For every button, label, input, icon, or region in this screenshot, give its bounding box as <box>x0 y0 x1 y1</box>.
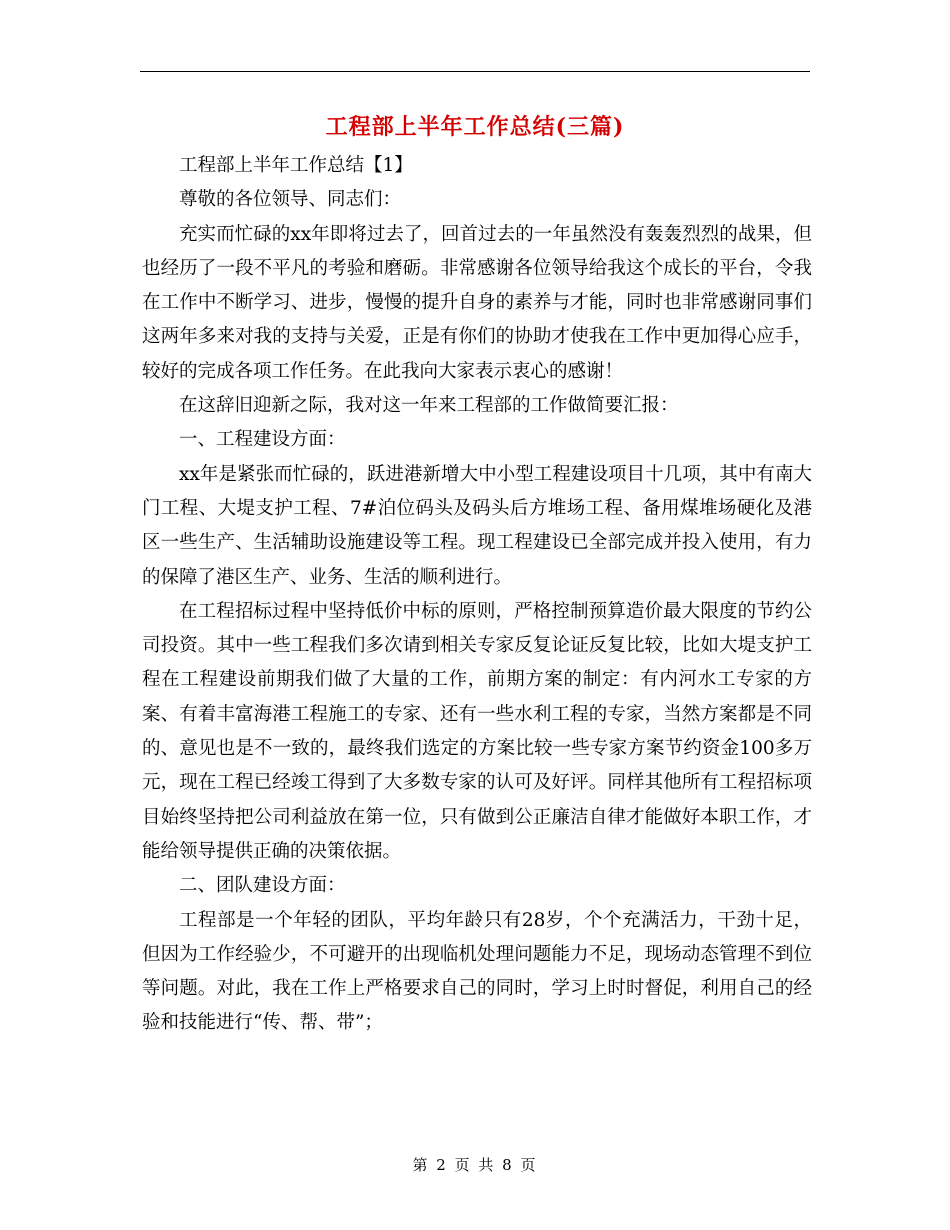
paragraph: xx年是紧张而忙碌的，跃进港新增大中小型工程建设项目十几项，其中有南大门工程、大堤支护工程、7#泊位码头及码头后方堆场工程、备用煤堆场硬化及港区一些生产、生活辅助设施建设等工程。现工程建设已全部完成并投入使用，有力的保障了港区生产、业务、生活的顺利进行。 <box>142 463 812 588</box>
paragraph: 工程部是一个年轻的团队，平均年龄只有28岁，个个充满活力，干劲十足，但因为工作经验少，不可避开的出现临机处理问题能力不足，现场动态管理不到位等问题。对此，我在工作上严格要求自己的同时，学习上时时督促，利用自己的经验和技能进行“传、帮、带”； <box>142 909 812 1034</box>
document-title: 工程部上半年工作总结(三篇) <box>325 114 625 140</box>
paragraph: 在工程招标过程中坚持低价中标的原则，严格控制预算造价最大限度的节约公司投资。其中一些工程我们多次请到相关专家反复论证反复比较，比如大堤支护工程在工程建设前期我们做了大量的工作，前期方案的制定：有内河水工专家的方案、有着丰富海港工程施工的专家、还有一些水利工程的专家，当然方案都是不同的、意见也是不一致的，最终我们选定的方案比较一些专家方案节约资金100多万元，现在工程已经竣工得到了大多数专家的认可及好评。同样其他所有工程招标项目始终坚持把公司利益放在第一位，只有做到公正廉洁自律才能做好本职工作，才能给领导提供正确的决策依据。 <box>142 600 812 862</box>
page-indicator: 第 2 页 共 8 页 <box>412 1156 538 1174</box>
paragraph: 充实而忙碌的xx年即将过去了，回首过去的一年虽然没有轰轰烈烈的战果，但也经历了一段不平凡的考验和磨砺。非常感谢各位领导给我这个成长的平台，令我在工作中不断学习、进步，慢慢的提升自身的素养与才能，同时也非常感谢同事们这两年多来对我的支持与关爱，正是有你们的协助才使我在工作中更加得心应手，较好的完成各项工作任务。在此我向大家表示衷心的感谢！ <box>142 223 812 382</box>
header-rule <box>140 71 810 72</box>
document-body <box>142 149 812 1041</box>
subsection-heading: 一、工程建设方面： <box>179 429 346 451</box>
section-heading: 工程部上半年工作总结【1】 <box>179 155 413 176</box>
paragraph: 在这辞旧迎新之际，我对这一年来工程部的工作做简要汇报： <box>179 395 679 417</box>
salutation: 尊敬的各位领导、同志们： <box>179 189 402 211</box>
subsection-heading: 二、团队建设方面： <box>179 875 346 897</box>
